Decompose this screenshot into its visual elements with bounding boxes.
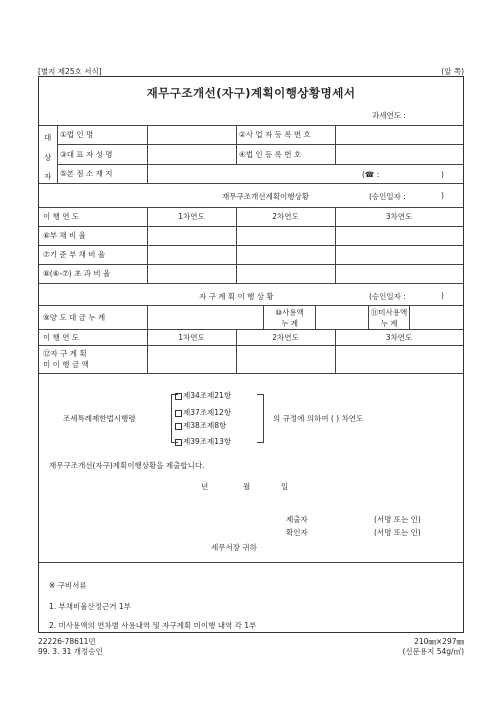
sale-proceeds-input[interactable] [148,306,262,328]
hq-address-input[interactable] [148,164,358,183]
subject-char-1: 대 [44,133,52,142]
self-rescue-year-2: 2차연도 [272,332,299,342]
date-year: 년 [201,482,209,491]
debt-ratio-year1-input[interactable] [148,227,235,244]
date-day: 일 [281,482,289,491]
clause-13[interactable]: 제39조제13항 [175,436,231,447]
financial-section-title: 재무구조개선계획이행상황 [222,192,309,201]
confirmer-label: 확인자 [286,528,308,537]
sale-proceeds-label: ⑨양 도 대 금 누 계 [43,312,106,322]
corp-name-label: ①법 인 명 [60,130,94,139]
unused-amount-label: ⑪미사용액 누 계 [370,308,408,328]
financial-approval-label: (승인일자 : [369,192,406,201]
attachments-heading: ※ 구비서류 [49,581,87,590]
business-number-input[interactable] [336,125,462,144]
financial-year-3: 3차연도 [385,212,413,221]
self-rescue-year-label: 이 행 연 도 [43,332,80,342]
unused-amount-input[interactable] [410,306,462,328]
corp-name-input[interactable] [148,125,235,144]
submitter-input[interactable] [311,511,371,523]
self-rescue-section-title: 자 구 계 획 이 행 상 황 [199,292,274,301]
unfulfilled-year1-input[interactable] [148,346,235,372]
debt-ratio-year3-input[interactable] [336,227,462,244]
used-amount-label: ⑩사용액 누 계 [275,308,304,328]
right-bracket [257,394,264,443]
self-rescue-year-3: 3차연도 [385,332,413,342]
debt-ratio-label: ⑥부 채 비 율 [43,231,86,240]
excess-ratio-year1-input[interactable] [148,265,235,282]
excess-ratio-year2-input[interactable] [237,265,334,282]
financial-approval-close: ) [441,191,444,200]
financial-year-label: 이 행 연 도 [43,212,80,221]
used-amount-input[interactable] [316,306,367,328]
approval-date: 99. 3. 31 개정승인 [38,647,103,656]
corp-reg-number-input[interactable] [336,144,462,164]
phone-input[interactable] [395,166,435,181]
submission-statement: 재무구조개선(자구)계획이행상황을 제출합니다. [49,461,205,470]
paper-type: (신문용지 54g/㎡) [402,647,464,656]
submitter-sign: (서명 또는 인) [374,515,421,524]
self-rescue-approval-label: (승인일자 : [369,292,406,301]
ceo-name-label: ③대 표 자 성 명 [60,149,113,159]
law-suffix: 의 규정에 의하여 ( ) 차연도 [273,414,364,423]
financial-approval-input[interactable] [411,187,437,201]
self-rescue-year-1: 1차연도 [178,332,205,342]
financial-year-1: 1차연도 [178,212,205,221]
confirmer-input[interactable] [311,524,371,536]
page-side: (앞 쪽) [441,67,464,76]
attachment-1: 1. 부채비율산정근거 1부 [49,602,131,611]
unfulfilled-year3-input[interactable] [336,346,462,372]
self-rescue-approval-input[interactable] [411,287,437,301]
law-name: 조세특례제한법시행령 [63,414,136,423]
form-frame [38,76,464,633]
standard-ratio-year1-input[interactable] [148,246,235,263]
phone-close: ) [441,170,444,179]
clause-12[interactable]: 제37조제12항 [175,407,231,418]
self-rescue-approval-close: ) [441,291,444,300]
attachment-2: 2. 미사용액의 연차별 사용내역 및 자구계획 미이행 내역 각 1부 [49,621,257,630]
standard-ratio-year3-input[interactable] [336,246,462,263]
tax-office-recipient: 세무서장 귀하 [211,543,257,552]
standard-debt-ratio-label: ⑦기 준 부 채 비 율 [43,250,106,259]
tax-year-input[interactable] [409,107,463,120]
paper-size: 210㎜×297㎜ [414,637,464,646]
ceo-name-input[interactable] [148,144,235,164]
confirmer-sign: (서명 또는 인) [374,528,421,537]
excess-ratio-year3-input[interactable] [336,265,462,282]
debt-ratio-year2-input[interactable] [237,227,334,244]
corp-reg-number-label: ④법 인 등 록 번 호 [239,149,302,159]
unfulfilled-year2-input[interactable] [237,346,334,372]
hq-address-label: ⑤본 점 소 재 지 [60,169,113,178]
business-number-label: ②사 업 자 등 록 번 호 [239,130,311,139]
tax-year-label: 과세연도 : [372,111,406,120]
form-title: 재무구조개선(자구)계획이행상황명세서 [146,86,356,100]
date-month: 월 [243,482,251,491]
submitter-label: 제출자 [286,515,308,524]
excess-ratio-label: ⑧(⑥-⑦) 초 과 비 율 [43,269,111,278]
form-code: 22226-78611민 [38,637,96,646]
subject-char-3: 자 [44,172,52,181]
form-number: [별지 제25호 서식] [38,67,102,76]
phone-label: (☎ : [362,170,380,179]
financial-year-2: 2차연도 [272,212,299,221]
subject-char-2: 상 [44,153,52,162]
clause-8[interactable]: 제38조제8항 [175,420,226,431]
clause-21[interactable]: 제34조제21항 [175,390,231,401]
unfulfilled-amount-label: ⑫자 구 계 획 미 이 행 금 액 [43,349,89,369]
standard-ratio-year2-input[interactable] [237,246,334,263]
